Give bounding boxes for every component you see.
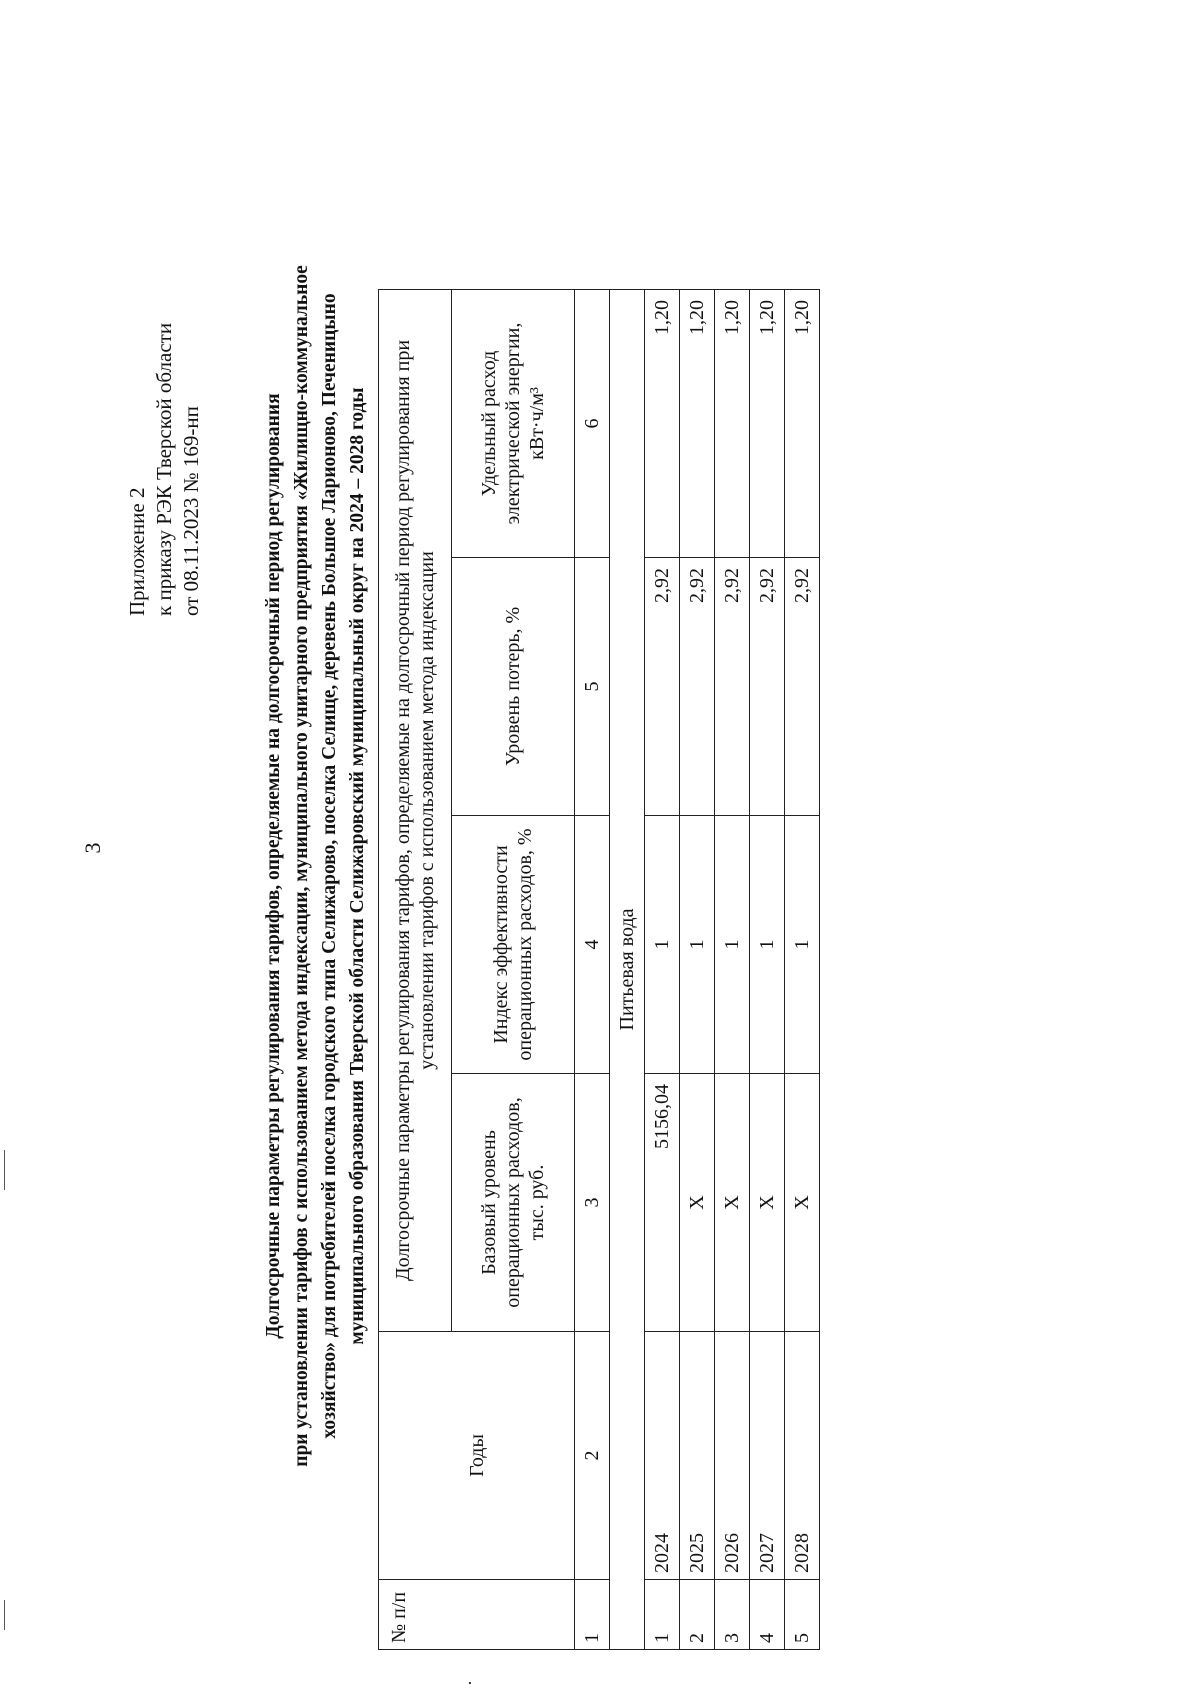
header-loss-level: Уровень потерь, % [452,558,575,816]
row-base-level: X [785,1074,820,1332]
row-base-level: X [715,1074,750,1332]
row-efficiency-index: 1 [750,816,785,1074]
title-line-3: хозяйство» для потребителей поселка городского типа Селижарово, поселка Селище, деревень Большое Ларионово, Печеницыно [319,293,340,1439]
section-label: Питьевая вода [610,289,645,1649]
column-number-row [575,289,610,1649]
row-base-level: X [750,1074,785,1332]
column-number: 2 [575,1332,610,1580]
row-num: 1 [645,1580,680,1650]
table-row [715,289,750,1649]
header-efficiency-index: Индекс эффективности операционных расходов, % [452,816,575,1074]
scan-edge-mark [4,1150,5,1190]
row-year: 2024 [645,1332,680,1580]
column-number: 3 [575,1074,610,1332]
row-loss-level: 2,92 [785,558,820,816]
row-year: 2027 [750,1332,785,1580]
row-energy-consumption: 1,20 [750,289,785,557]
section-row [610,289,645,1649]
stray-dot: · [460,1680,480,1686]
scan-edge-mark [4,1600,5,1630]
row-efficiency-index: 1 [785,816,820,1074]
table-row [680,289,715,1649]
header-num: № п/п [379,1580,575,1650]
table-row [785,289,820,1649]
row-loss-level: 2,92 [645,558,680,816]
row-num: 5 [785,1580,820,1650]
header-energy-consumption: Удельный расход электрической энергии, кВт·ч/м³ [452,289,575,557]
title-line-2: при установлении тарифов с использованием метода индексации, муниципального унитарного предприятия «Жилищно-коммунальное [291,265,312,1467]
row-loss-level: 2,92 [680,558,715,816]
row-num: 2 [680,1580,715,1650]
header-group: Долгосрочные параметры регулирования тарифов, определяемые на долгосрочный период регулирования при установлении тарифов с использованием метода индексации [379,289,452,1331]
row-energy-consumption: 1,20 [715,289,750,557]
column-number: 6 [575,289,610,557]
row-num: 4 [750,1580,785,1650]
row-loss-level: 2,92 [715,558,750,816]
row-efficiency-index: 1 [645,816,680,1074]
title-line-1: Долгосрочные параметры регулирования тарифов, определяемые на долгосрочный период регулирования [263,393,284,1339]
row-base-level: 5156,04 [645,1074,680,1332]
header-base-level: Базовый уровень операционных расходов, тыс. руб. [452,1074,575,1332]
page-number: 3 [80,842,105,854]
row-year: 2028 [785,1332,820,1580]
row-efficiency-index: 1 [680,816,715,1074]
appendix-line-3: от 08.11.2023 № 169-нп [179,406,203,616]
row-energy-consumption: 1,20 [785,289,820,557]
title-line-4: муниципального образования Тверской области Селижаровский муниципальный округ на 2024 – 2028 годы [347,387,368,1345]
appendix-line-1: Приложение 2 [125,487,149,616]
row-year: 2026 [715,1332,750,1580]
column-number: 4 [575,816,610,1074]
row-year: 2025 [680,1332,715,1580]
column-number: 1 [575,1580,610,1650]
row-base-level: X [680,1074,715,1332]
row-energy-consumption: 1,20 [645,289,680,557]
appendix-line-2: к приказу РЭК Тверской области [152,322,176,616]
table-row [750,289,785,1649]
header-years: Годы [379,1332,575,1580]
row-efficiency-index: 1 [715,816,750,1074]
appendix-block [124,323,205,616]
parameters-table [378,289,820,1650]
row-energy-consumption: 1,20 [680,289,715,557]
row-loss-level: 2,92 [750,558,785,816]
table-row [645,289,680,1649]
column-number: 5 [575,558,610,816]
row-num: 3 [715,1580,750,1650]
document-title [260,216,372,1516]
